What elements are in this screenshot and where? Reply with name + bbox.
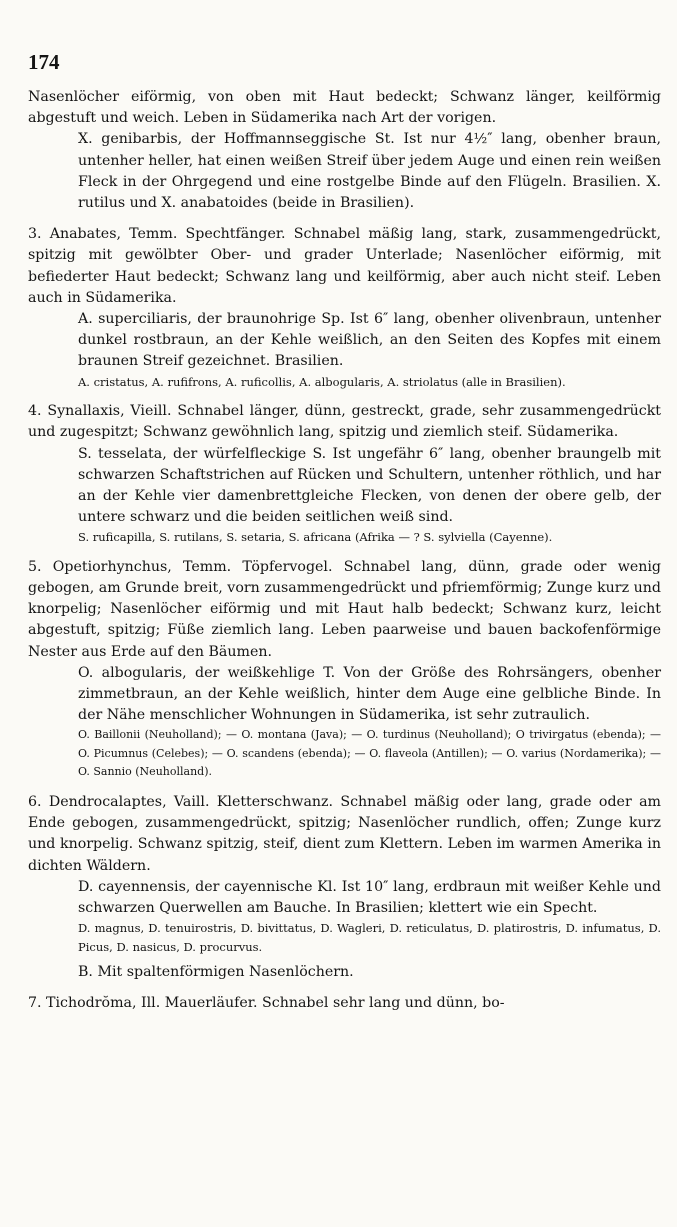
- species-xenops-genibarbis: X. genibarbis, der Hoffmannseggische St. Ist nur 4½″ lang, obenher braun, untenher heller, hat einen weißen Streif über jedem Auge und einen rein weißen Fleck in der Ohrgegend und eine rostgelbe Binde auf den Flügeln. Brasilien. X. rutilus und X. anabatoides (beide in Brasilien).: [78, 131, 661, 212]
- subsection-heading: B. Mit spaltenförmigen Nasenlöchern.: [78, 964, 354, 981]
- page-number: 174: [28, 50, 60, 74]
- paragraph-continuation: Nasenlöcher eiförmig, von oben mit Haut bedeckt; Schwanz länger, keilförmig abgestuft und weich. Leben in Südamerika nach Art der vorigen.: [28, 89, 661, 127]
- species-list-synallaxis: S. ruficapilla, S. rutilans, S. setaria, S. africana (Afrika — ? S. sylviella (Cayenne).: [78, 530, 553, 545]
- species-list-anabates: A. cristatus, A. rufifrons, A. ruficollis, A. albogularis, A. striolatus (alle in Brasilien).: [78, 374, 566, 389]
- species-list-opetiorhynchus: O. Baillonii (Neuholland); — O. montana (Java); — O. turdinus (Neuholland); O trivirgatus (ebenda); — O. Picumnus (Celebes); — O. scandens (ebenda); — O. flaveola (Antillen); — O. varius (Nordamerika); — O. Sannio (Neuholland).: [78, 728, 661, 779]
- page-body: [28, 87, 661, 1015]
- genus-dendrocalaptes: 6. Dendrocalaptes, Vaill. Kletterschwanz. Schnabel mäßig oder lang, grade oder am Ende gebogen, zusammengedrückt, spitzig; Nasenlöcher rundlich, offen; Zunge kurz und knorpelig. Schwanz spitzig, steif, dient zum Klettern. Leben im warmen Amerika in dichten Wäldern.: [28, 793, 661, 874]
- species-opetiorhynchus-albogularis: O. albogularis, der weißkehlige T. Von der Größe des Rohrsängers, obenher zimmetbraun, an der Kehle weißlich, hinter dem Auge eine gelbliche Binde. In der Nähe menschlicher Wohnungen in Südamerika, ist sehr zutraulich.: [78, 664, 661, 724]
- species-list-dendrocalaptes: D. magnus, D. tenuirostris, D. bivittatus, D. Wagleri, D. reticulatus, D. platirostris, D. infumatus, D. Picus, D. nasicus, D. procurvus.: [78, 921, 661, 954]
- species-synallaxis-tesselata: S. tesselata, der würfelfleckige S. Ist ungefähr 6″ lang, obenher braungelb mit schwarzen Schaftstrichen auf Rücken und Schultern, untenher röthlich, und har an der Kehle vier damenbrettgleiche Flecken, von denen der obere gelb, der untere schwarz und die beiden seitlichen weiß sind.: [78, 445, 661, 526]
- species-dendrocalaptes-cayennensis: D. cayennensis, der cayennische Kl. Ist 10″ lang, erdbraun mit weißer Kehle und schwarzen Querwellen am Bauche. In Brasilien; klettert wie ein Specht.: [78, 878, 661, 916]
- genus-opetiorhynchus: 5. Opetiorhynchus, Temm. Töpfervogel. Schnabel lang, dünn, grade oder wenig gebogen, am Grunde breit, vorn zusammengedrückt und pfriemförmig; Zunge kurz und knorpelig; Nasenlöcher eiförmig und mit Haut halb bedeckt; Schwanz kurz, leicht abgestuft, spitzig; Füße ziemlich lang. Leben paarweise und bauen backofenförmige Nester aus Erde auf den Bäumen.: [28, 558, 661, 660]
- genus-anabates: 3. Anabates, Temm. Spechtfänger. Schnabel mäßig lang, stark, zusammengedrückt, spitzig mit gewölbter Ober- und grader Unterlade; Nasenlöcher eiförmig, mit befiederter Haut bedeckt; Schwanz lang und keilförmig, aber auch nicht steif. Leben auch in Südamerika.: [28, 226, 661, 306]
- species-anabates-superciliaris: A. superciliaris, der braunohrige Sp. Ist 6″ lang, obenher olivenbraun, untenher dunkel rostbraun, an der Kehle weißlich, an den Seiten des Kopfes mit einem braunen Streif gezeichnet. Brasilien.: [78, 311, 661, 370]
- genus-synallaxis: 4. Synallaxis, Vieill. Schnabel länger, dünn, gestreckt, grade, sehr zusammengedrückt und zugespitzt; Schwanz gewöhnlich lang, spitzig und ziemlich steif. Südamerika.: [28, 403, 661, 441]
- genus-tichodroma: 7. Tichodrŏma, Ill. Mauerläufer. Schnabel sehr lang und dünn, bo-: [28, 995, 505, 1012]
